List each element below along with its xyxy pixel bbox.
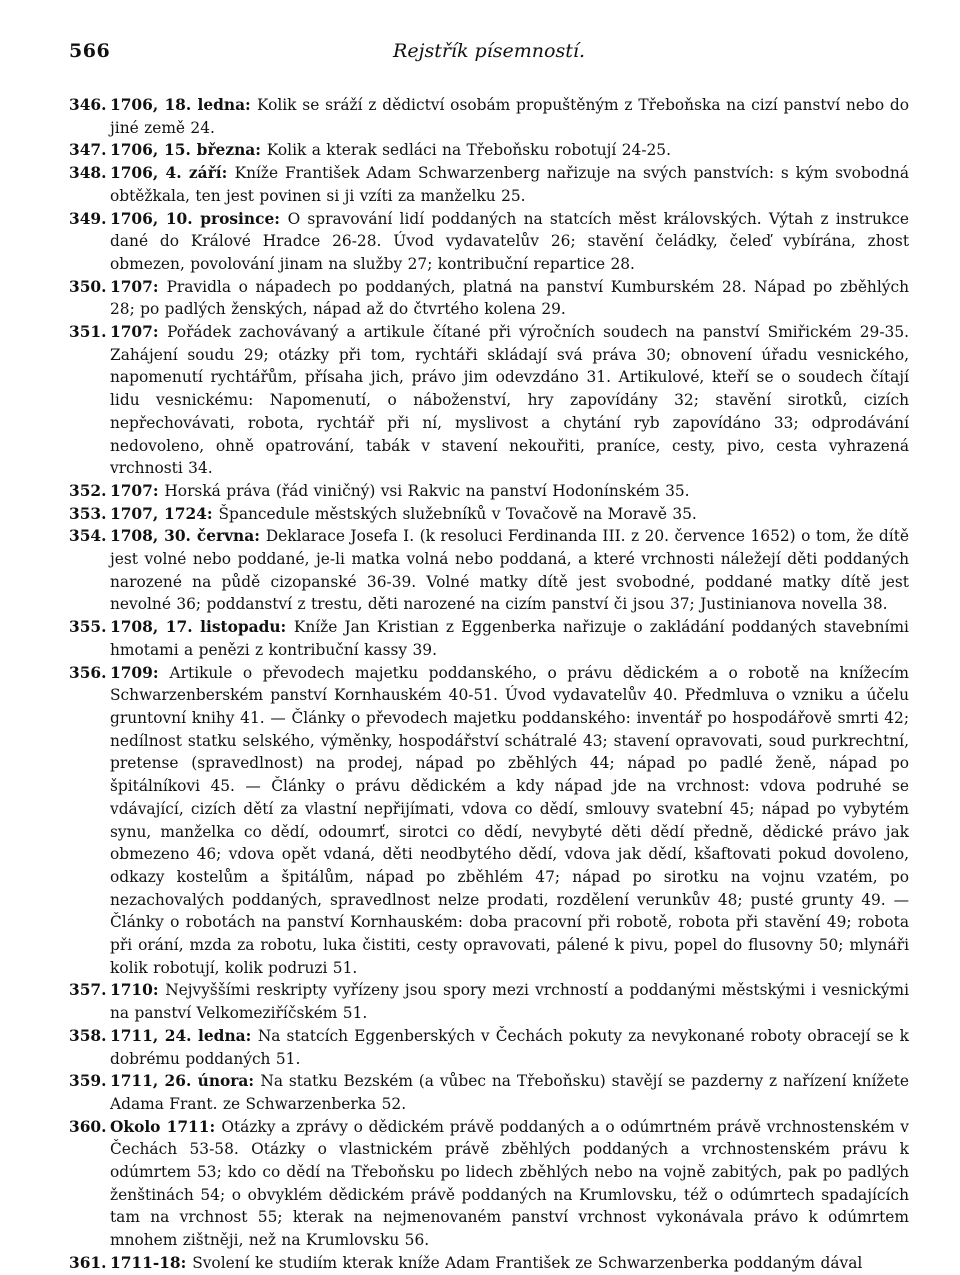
entry-text: Otázky a zprávy o dědickém právě poddaných a o odúmrtném právě vrchnostenském v Čechách 53-58. Otázky o vlastnickém právě zběhlých poddaných a vrchnostenském právu k odúmrtem 53; kdo co dědí na Třeboňsku po lidech zběhlých nebo na vojně zabitých, pak po padlých ženštinách 54; o obvyklém dědickém právě poddaných na Krumlovsku, též o odúmrtech spadajících tam na vrchnost 55; kterak na nejmenovaném panství vrchnost vykonávala právo k odúmrtem mnohem zištněji, než na Krumlovsku 56. (110, 1117, 909, 1250)
entry-date: 1706, 10. prosince: (110, 209, 288, 228)
entry-text: Na statku Bezském (a vůbec na Třeboňsku) stavějí se pazderny z nařízení knížete Adama Frant. ze Schwarzenberka 52. (110, 1072, 909, 1113)
entry-text: Artikule o převodech majetku poddanského, o právu dědickém a o robotě na knížecím Schwarzenberském panství Kornhauském 40-51. Úvod vydavatelův 40. Předmluva o vzniku a účelu gruntovní knihy 41. — Články o převodech majetku poddanského: inventář po hospodářově smrti 42; nedílnost statku selského, výměnky, hospodářství schátralé 43; stavení opravovati, soud purkrechtní, pretense (spravedlnost) na prodej, nápad po zběhlých 44; nápad po padlé ženě, nápad po špitálníkovi 45. — Články o právu dědickém a kdy nápad jde na vrchnost: vdova podruhé se vdávající, cizích dětí za vlastní nepřijímati, vdova co dědí, smlouvy svatební 45; nápad po vybytém synu, manželka co dědí, odoumrť, sirotci co dědí, nevybyté děti dědí předně, dědické právo jak obmezeno 46; vdova opět vdaná, děti neodbytého dědí, vdova jak dědí, kšaftovati pokud dovoleno, odkazy kostelům a špitálům, nápad po zběhlém 47; nápad po sirotku na vojnu vzatém, po nezachovalých poddaných, spravedlnost nelze prodati, rozdělení verunkův 48; pusté grunty 49. — Články o robotách na panství Kornhauském: doba pracovní při robotě, robota při stavění 49; robota při orání, mzda za robotu, luka čistiti, cesty opravovati, pálené k pivu, popel do flusovny 50; mlynáři kolik robotují, kolik podruzi 51. (110, 663, 909, 977)
entry-number: 353. (69, 504, 107, 523)
entry-text: Kníže František Adam Schwarzenberg nařizuje na svých panstvích: s kým svobodná obtěžkala, ten jest povinen si ji vzíti za manželku 25. (110, 164, 909, 205)
entry-number: 357. (69, 981, 107, 1000)
entry-date: 1707, 1724: (110, 504, 219, 523)
entry-text: O spravování lidí poddaných na statcích měst královských. Výtah z instrukce dané do Králové Hradce 26-28. Úvod vydavatelův 26; stavění čeládky, čeleď vybírána, zhost obmezen, povolování jinam na služby 27; kontribuční repartice 28. (110, 209, 909, 273)
entry-number: 351. (69, 323, 107, 342)
entry-356 (69, 662, 909, 980)
entry-number: 350. (69, 277, 107, 296)
entry-358 (69, 1025, 909, 1070)
entry-348 (69, 162, 909, 207)
entry-number: 354. (69, 527, 107, 546)
entry-text: Pořádek zachovávaný a artikule čítané při výročních soudech na panství Smiřickém 29-35. Zahájení soudu 29; otázky při tom, rychtáři skládají svá práva 30; obnovení úřadu vesnického, napomenutí rychtářům, přísaha jich, právo jim odevzdáno 31. Artikulové, kteří se o soudech čítají lidu vesnickému: Napomenutí, o náboženství, hry zapovídány 32; stavění sirotků, cizích nepřechovávati, robota, rychtář při ní, myslivost a chytání ryb zapovídáno 33; odprodávání nedovoleno, ohně opatrování, tabák v stavení nekouřiti, praníce, cesty, pivo, cesta vyhrazená vrchnosti 34. (110, 323, 909, 478)
entry-date: 1709: (110, 663, 170, 682)
entry-date: 1707: (110, 277, 167, 296)
entry-date: 1711, 24. ledna: (110, 1026, 258, 1045)
entry-date: 1708, 30. června: (110, 527, 266, 546)
entry-number: 347. (69, 141, 107, 160)
entry-number: 356. (69, 663, 107, 682)
entry-357 (69, 979, 909, 1024)
entry-text: Kolik a kterak sedláci na Třeboňsku robotují 24-25. (266, 141, 671, 160)
entry-text: Špancedule městských služebníků v Tovačově na Moravě 35. (218, 504, 697, 523)
entry-text: Na statcích Eggenberských v Čechách pokuty za nevykonané roboty obracejí se k dobrému poddaných 51. (110, 1026, 909, 1068)
entry-349 (69, 208, 909, 276)
document-page (69, 40, 910, 1272)
entry-date: 1707: (110, 323, 168, 342)
entry-number: 355. (69, 618, 107, 637)
entry-353 (69, 503, 909, 526)
entry-date: 1708, 17. listopadu: (110, 618, 294, 637)
entry-text: Kolik se sráží z dědictví osobám propuštěným z Třeboňska na cizí panství nebo do jiné země 24. (110, 96, 909, 137)
entry-361 (69, 1252, 909, 1275)
entry-354 (69, 525, 909, 616)
entry-355 (69, 616, 909, 661)
entry-date: Okolo 1711: (110, 1117, 222, 1136)
entry-359 (69, 1070, 909, 1115)
entry-360 (69, 1116, 909, 1252)
entry-347 (69, 139, 909, 162)
running-title: Rejstřík písemností. (393, 40, 585, 62)
entry-number: 361. (69, 1253, 107, 1272)
entry-346 (69, 94, 909, 139)
entry-date: 1711-18: (110, 1253, 193, 1272)
entry-text: Kníže Jan Kristian z Eggenberka nařizuje o zakládání poddaných stavebními hmotami a penězi z kontribuční kassy 39. (110, 618, 909, 659)
entry-date: 1706, 15. března: (110, 141, 267, 160)
entry-text: Deklarace Josefa I. (k resoluci Ferdinanda III. z 20. července 1652) o tom, že dítě jest volné nebo poddané, je-li matka volná nebo poddaná, a které vrchnosti náležejí děti poddaných narozené na půdě cizopanské 36-39. Volné matky dítě jest svobodné, poddané matky dítě jest nevolné 36; poddanství z trestu, děti narozené na cizím panství či jsou 37; Justinianova novella 38. (110, 527, 909, 614)
entry-352 (69, 480, 909, 503)
entry-text: Svolení ke studiím kterak kníže Adam František ze Schwarzenberka poddaným dával (192, 1253, 863, 1272)
page-number: 566 (69, 40, 111, 62)
entry-351 (69, 321, 909, 480)
entry-list (69, 94, 909, 1275)
entry-number: 358. (69, 1026, 107, 1045)
entry-number: 360. (69, 1117, 107, 1136)
entry-number: 352. (69, 481, 107, 500)
entry-number: 349. (69, 209, 107, 228)
entry-text: Horská práva (řád viničný) vsi Rakvic na panství Hodonínském 35. (164, 481, 690, 500)
entry-text: Pravidla o nápadech po poddaných, platná na panství Kumburském 28. Nápad po zběhlých 28; po padlých ženských, nápad až do čtvrtého kolena 29. (110, 277, 909, 319)
entry-number: 359. (69, 1072, 107, 1091)
entry-date: 1710: (110, 981, 166, 1000)
entry-text: Nejvyššími reskripty vyřízeny jsou spory mezi vrchností a poddanými městskými i vesnickými na panství Velkomeziříčském 51. (110, 981, 910, 1023)
entry-date: 1706, 4. září: (110, 164, 235, 183)
entry-date: 1711, 26. února: (110, 1072, 261, 1091)
entry-350 (69, 276, 909, 321)
entry-number: 346. (69, 96, 107, 114)
entry-date: 1707: (110, 481, 165, 500)
entry-date: 1706, 18. ledna: (110, 96, 257, 114)
page-header (69, 40, 909, 74)
entry-number: 348. (69, 164, 107, 183)
